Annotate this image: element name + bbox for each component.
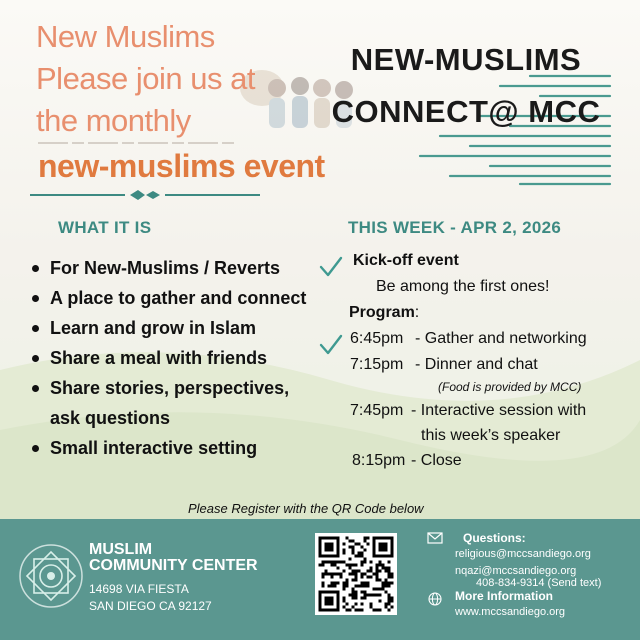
email-religious[interactable]: religious@mccsandiego.org bbox=[455, 548, 591, 560]
schedule-desc: - Close bbox=[411, 452, 462, 469]
kickoff-subtitle: Be among the first ones! bbox=[376, 278, 550, 295]
mail-icon bbox=[427, 532, 443, 544]
list-item: Share a meal with friends bbox=[28, 343, 318, 373]
check-icon bbox=[318, 254, 344, 280]
org-name-line-2: COMMUNITY CENTER bbox=[89, 557, 258, 574]
schedule-time: 8:15pm bbox=[352, 452, 406, 469]
list-item: Small interactive setting bbox=[28, 433, 318, 463]
more-info-label: More Information bbox=[455, 589, 553, 603]
invite-line-3: the monthly bbox=[36, 103, 191, 138]
globe-icon bbox=[428, 592, 442, 606]
main-title bbox=[316, 34, 616, 138]
speaker-line: this week’s speaker bbox=[421, 427, 561, 444]
schedule-time: 7:15pm bbox=[350, 356, 404, 373]
website-link[interactable]: www.mccsandiego.org bbox=[455, 606, 566, 618]
program-colon: : bbox=[414, 304, 420, 321]
questions-label: Questions: bbox=[463, 531, 526, 545]
list-item: Share stories, perspectives, ask questions bbox=[28, 373, 318, 433]
ornament-divider bbox=[30, 188, 260, 202]
address-line-1: 14698 VIA FIESTA bbox=[89, 582, 189, 596]
schedule-time: 6:45pm bbox=[350, 330, 404, 347]
list-item: A place to gather and connect bbox=[28, 283, 318, 313]
this-week-heading: THIS WEEK - APR 2, 2026 bbox=[348, 218, 562, 237]
main-title-line-1: NEW-MUSLIMS bbox=[350, 42, 582, 77]
check-icon bbox=[318, 332, 344, 358]
food-note: (Food is provided by MCC) bbox=[438, 380, 582, 394]
main-title-line-2: CONNECT@ MCC bbox=[331, 94, 601, 129]
program-label-text: Program bbox=[349, 304, 415, 321]
event-title: new-muslims event bbox=[38, 148, 325, 184]
invite-text bbox=[36, 16, 296, 142]
schedule-desc: - Gather and networking bbox=[415, 330, 587, 347]
schedule-time: 7:45pm bbox=[350, 402, 404, 419]
schedule-desc: - Interactive session with bbox=[411, 402, 587, 419]
kickoff-label: Kick-off event bbox=[353, 252, 459, 269]
program-label bbox=[349, 304, 419, 322]
list-item: Learn and grow in Islam bbox=[28, 313, 318, 343]
list-item: For New-Muslims / Reverts bbox=[28, 253, 318, 283]
invite-line-2: Please join us at bbox=[36, 61, 255, 96]
qr-code[interactable] bbox=[315, 533, 397, 615]
what-it-is-list bbox=[28, 253, 318, 463]
invite-line-1: New Muslims bbox=[36, 19, 215, 54]
schedule-desc: - Dinner and chat bbox=[415, 356, 538, 373]
register-note: Please Register with the QR Code below bbox=[188, 501, 424, 516]
phone-number: 408-834-9314 (Send text) bbox=[476, 577, 602, 589]
mcc-logo-icon bbox=[18, 543, 84, 609]
what-it-is-heading: WHAT IT IS bbox=[58, 218, 152, 237]
email-nqazi[interactable]: nqazi@mccsandiego.org bbox=[455, 565, 577, 577]
address-line-2: SAN DIEGO CA 92127 bbox=[89, 599, 212, 613]
invite-underline-decor bbox=[38, 138, 238, 148]
org-name-line-1: MUSLIM bbox=[89, 541, 153, 558]
